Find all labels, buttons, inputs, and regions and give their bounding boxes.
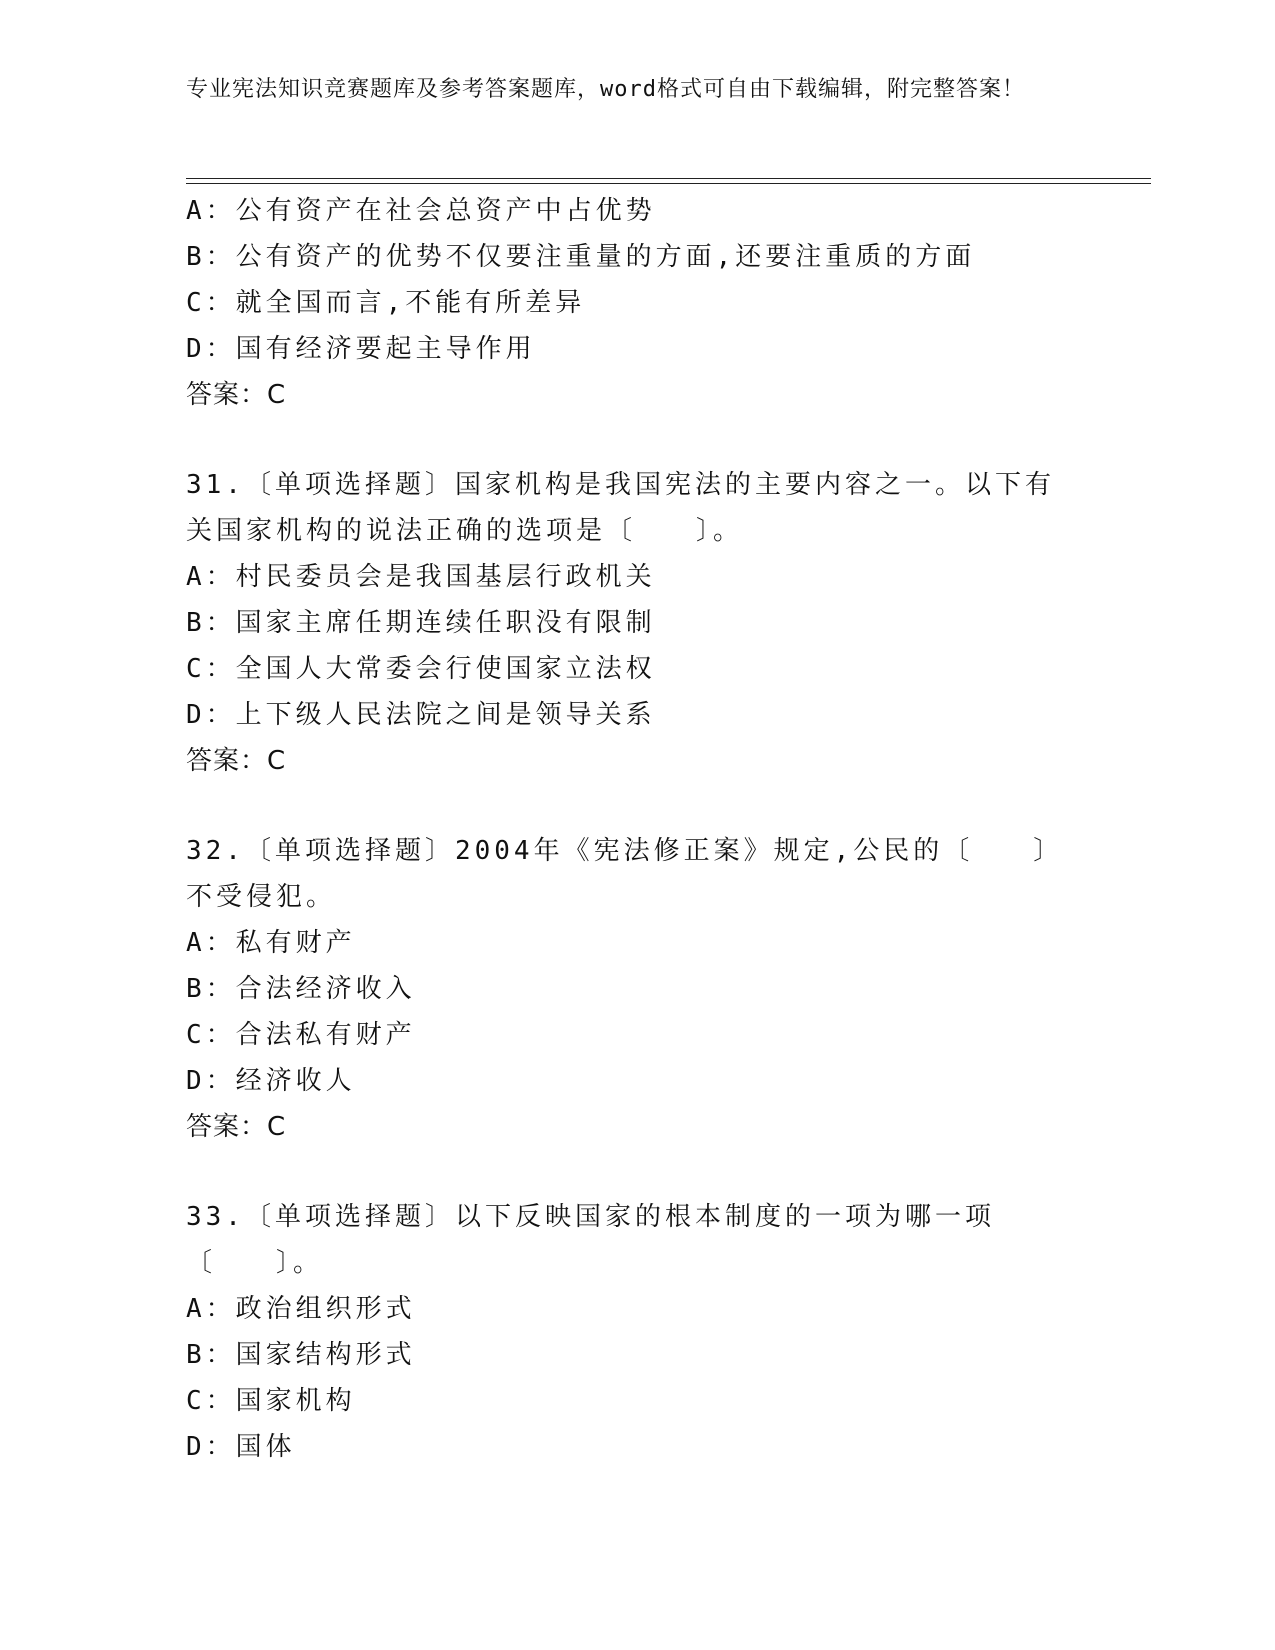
spacer: [186, 1150, 1086, 1194]
option-b: B：国家主席任期连续任职没有限制: [186, 608, 656, 638]
question-text: 32.〔单项选择题〕2004年《宪法修正案》规定,公民的〔 〕不受侵犯。: [186, 836, 1064, 912]
question-32-block: [186, 828, 1086, 1150]
answer-line: 答案：C: [186, 380, 287, 410]
question-31-block: [186, 462, 1086, 784]
option-b: B：合法经济收入: [186, 974, 416, 1004]
spacer: [186, 784, 1086, 828]
answer-line: 答案：C: [186, 746, 287, 776]
option-c: C：国家机构: [186, 1386, 356, 1416]
prev-question-block: [186, 188, 1086, 418]
header-rule-bottom: [186, 183, 1151, 184]
option-c: C：全国人大常委会行使国家立法权: [186, 654, 656, 684]
option-d: D：国有经济要起主导作用: [186, 334, 536, 364]
option-b: B：国家结构形式: [186, 1340, 416, 1370]
option-a: A：村民委员会是我国基层行政机关: [186, 562, 656, 592]
answer-line: 答案：C: [186, 1112, 287, 1142]
option-a: A：公有资产在社会总资产中占优势: [186, 196, 656, 226]
option-c: C：就全国而言,不能有所差异: [186, 288, 586, 318]
option-d: D：上下级人民法院之间是领导关系: [186, 700, 656, 730]
header-rule-top: [186, 178, 1151, 179]
option-a: A：私有财产: [186, 928, 356, 958]
option-d: D：国体: [186, 1432, 296, 1462]
option-b: B：公有资产的优势不仅要注重量的方面,还要注重质的方面: [186, 242, 976, 272]
spacer: [186, 418, 1086, 462]
option-d: D：经济收人: [186, 1066, 356, 1096]
question-text: 33.〔单项选择题〕以下反映国家的根本制度的一项为哪一项〔 〕。: [186, 1202, 995, 1278]
option-c: C：合法私有财产: [186, 1020, 416, 1050]
page-header: 专业宪法知识竞赛题库及参考答案题库，word格式可自由下载编辑，附完整答案！: [186, 77, 1025, 102]
question-33-block: [186, 1194, 1086, 1470]
option-a: A：政治组织形式: [186, 1294, 416, 1324]
question-text: 31.〔单项选择题〕国家机构是我国宪法的主要内容之一。以下有关国家机构的说法正确的选项是〔 〕。: [186, 470, 1055, 546]
question-content: [186, 188, 1086, 1470]
